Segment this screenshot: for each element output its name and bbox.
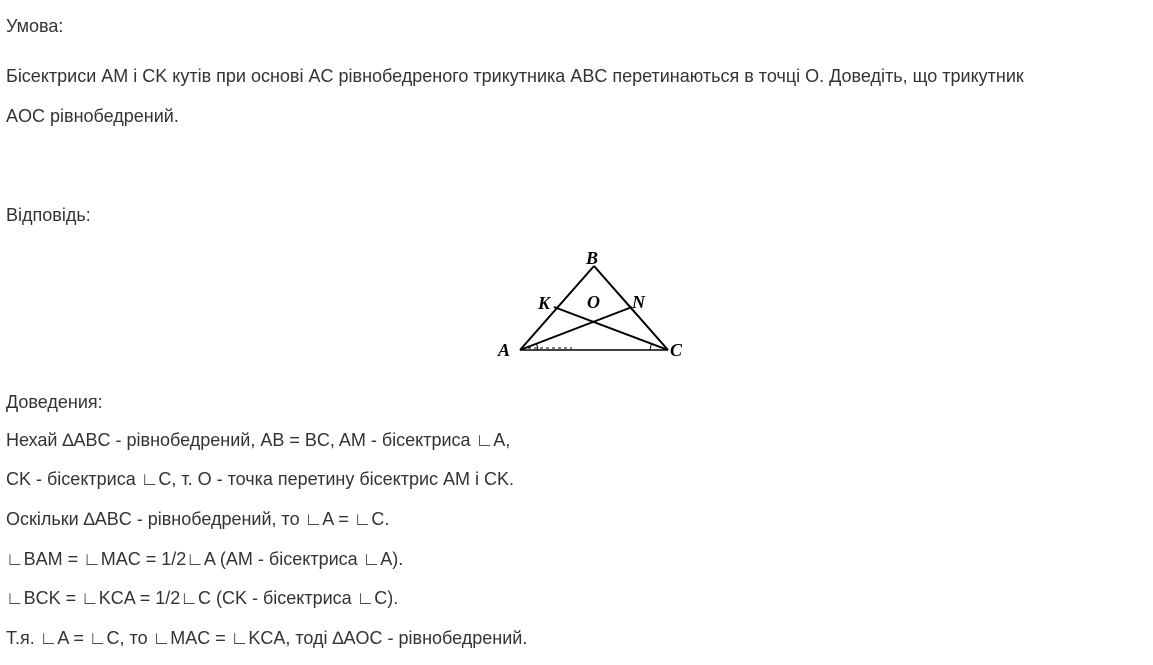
proof-line: ∟BAM = ∟MAC = 1/2∟A (AM - бісектриса ∟A). (6, 549, 404, 569)
label-k: K (538, 293, 551, 313)
label-a: A (498, 340, 511, 360)
label-o: O (587, 292, 600, 312)
label-n: N (632, 292, 645, 312)
answer-label: Відповідь: (6, 205, 91, 225)
proof-line: CK - бісектриса ∟C, т. O - точка перетину бісектрис AM і CK. (6, 469, 515, 489)
condition-label: Умова: (6, 16, 64, 36)
problem-text-line-2: AOC рівнобедрений. (6, 106, 179, 126)
proof-line: Нехай ∆ABC - рівнобедрений, AB = BC, AM - бісектриса ∟A, (6, 430, 511, 450)
proof-line: Оскільки ∆ABC - рівнобедрений, то ∟A = ∟C. (6, 509, 390, 529)
bisector-ck (554, 307, 668, 350)
proof-line: ∟BCK = ∟KCA = 1/2∟C (CK - бісектриса ∟C). (6, 588, 399, 608)
proof-line: Т.я. ∟A = ∟C, то ∟MAC = ∟KCA, тоді ∆AOC - рівнобедрений. (6, 628, 528, 648)
triangle-figure (490, 244, 690, 366)
problem-text-line-1: Бісектриси AM і CK кутів при основі AC рівнобедреного трикутника ABC перетинаються в точці O. Доведіть, що трикутник (6, 66, 1024, 86)
label-c: C (670, 340, 683, 360)
triangle-diagram (490, 244, 690, 366)
proof-label: Доведения: (6, 392, 103, 412)
label-b: B (586, 248, 599, 268)
